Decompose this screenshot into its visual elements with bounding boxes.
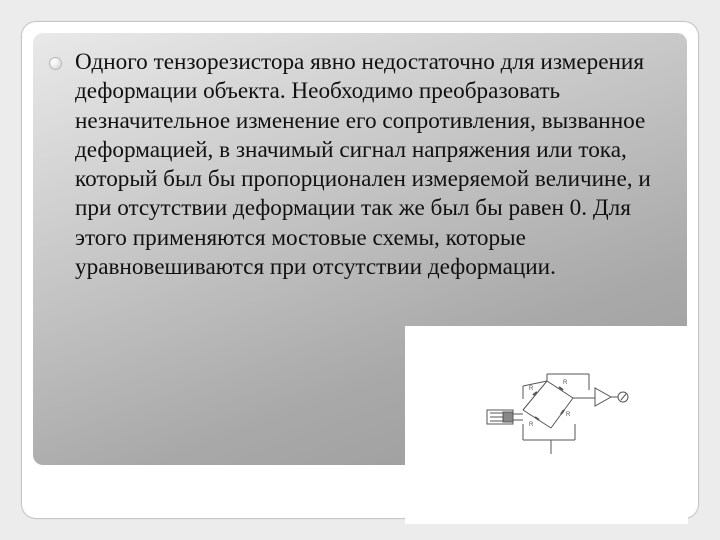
bridge-arm bbox=[547, 381, 573, 398]
resistor-label: R bbox=[529, 422, 534, 428]
amplifier-icon bbox=[595, 388, 611, 406]
resistor-label: R bbox=[563, 380, 568, 386]
bullet-icon bbox=[50, 58, 61, 69]
bridge-circuit-diagram bbox=[405, 326, 688, 524]
resistor-label: R bbox=[529, 386, 534, 392]
bridge-circuit-figure bbox=[405, 326, 688, 524]
resistor-label: R bbox=[566, 412, 571, 418]
sensor-mount bbox=[503, 412, 513, 422]
slide-paragraph: Одного тензорезистора явно недостаточно для измерения деформации объекта. Необходимо преобразовать незначительное изменение его сопротивления, вызванное деформацией, в значимый сигнал напряжения или тока, который был бы пропорционален измеряемой величине, и при отсутствии деформации так же был бы равен 0. Для этого применяются мостовые схемы, которые уравновешиваются при отсутствии деформации. bbox=[75, 49, 651, 281]
